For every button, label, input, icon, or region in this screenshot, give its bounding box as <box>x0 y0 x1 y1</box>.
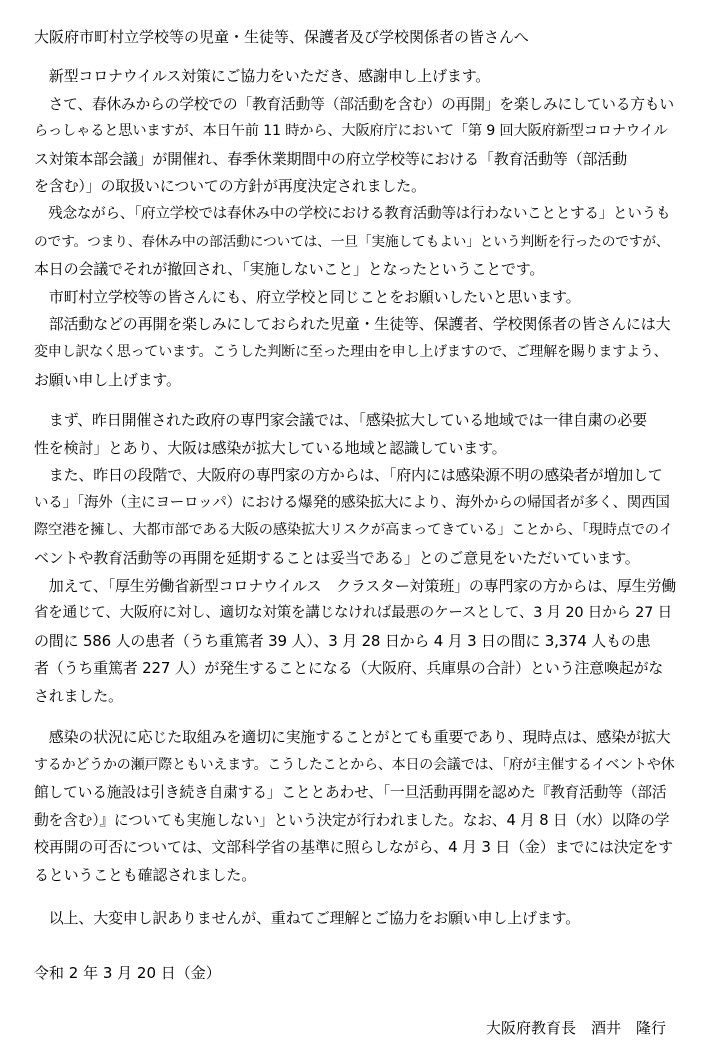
text-line: いる」「海外（主にヨーロッパ）における爆発的感染拡大により、海外からの帰国者が多く、関西国 <box>34 494 670 511</box>
text-line: の間に 586 人の患者（うち重篤者 39 人）、3 月 28 日から 4 月 3 日の間に 3,374 人もの患 <box>34 631 651 650</box>
text-line: 館している施設は引き続き自粛する」こととあわせ、「一旦活動再開を認めた『教育活動等（部活 <box>34 784 667 802</box>
paragraph-1 <box>34 63 674 394</box>
text-line: お願い申し上げます。 <box>34 370 181 389</box>
text-line: 校再開の可否については、文部科学省の基準に照らしながら、4 月 3 日（金）までには決定をす <box>34 838 673 857</box>
text-line: 省を通じて、大阪府に対し、適切な対策を講じなければ最悪のケースとして、3 月 20 日から 27 日 <box>34 605 672 622</box>
text-line: 新型コロナウイルス対策にご協力をいただき、感謝申し上げます。 <box>34 67 491 85</box>
text-line: するかどうかの瀬戸際ともいえます。こうしたことから、本日の会議では、「府が主催するイベントや休 <box>34 756 675 773</box>
text-line: らっしゃると思いますが、本日午前 11 時から、大阪府庁において「第 9 回大阪府新型コロナウイル <box>34 123 668 140</box>
paragraph-2 <box>34 407 677 711</box>
letter-title: 大阪府市町村立学校等の児童・生徒等、保護者及び学校関係者の皆さんへ <box>34 28 529 46</box>
closing-line: 以上、大変申し訳ありませんが、重ねてご理解とご協力をお願い申し上げます。 <box>34 909 581 927</box>
paragraph-3 <box>34 724 674 890</box>
text-line: また、昨日の段階で、大阪府の専門家の方からは、「府内には感染源不明の感染者が増加して <box>34 466 663 485</box>
text-line: 加えて、「厚生労働省新型コロナウイルス クラスター対策班」の専門家の方からは、厚生労働 <box>34 576 677 595</box>
text-line: 動を含む）』についても実施しない」という決定が行われました。なお、4 月 8 日（水）以降の学 <box>34 811 670 829</box>
text-line: まず、昨日開催された政府の専門家会議では、「感染拡大している地域では一律自粛の必要 <box>34 411 647 429</box>
text-line: 本日の会議でそれが撤回され、「実施しないこと」となったということです。 <box>34 260 545 279</box>
text-line: を含む）」の取扱いについての方針が再度決定されました。 <box>34 177 426 196</box>
text-line: されました。 <box>34 686 123 705</box>
signature: 大阪府教育長 酒井 隆行 <box>485 1019 666 1037</box>
text-line: 者（うち重篤者 227 人）が発生することになる（大阪府、兵庫県の合計）という注意喚起がな <box>34 659 664 678</box>
text-line: るということも確認されました。 <box>34 865 257 884</box>
closing-paragraph <box>34 905 674 933</box>
letter-date: 令和 2 年 3 月 20 日（金） <box>34 964 221 982</box>
text-line: 部活動などの再開を楽しみにしておられた児童・生徒等、保護者、学校関係者の皆さんには大 <box>34 315 671 334</box>
text-line: 感染の状況に応じた取組みを適切に実施することがとても重要であり、現時点は、感染が拡大 <box>34 728 671 746</box>
text-line: 変申し訳なく思っています。こうした判断に至った理由を申し上げますので、ご理解を賜りますよう、 <box>34 343 668 360</box>
text-line: ベントや教育活動等の再開を延期することは妥当である」とのご意見をいただいています。 <box>34 548 640 567</box>
text-line: のです。つまり、春休み中の部活動については、一旦「実施してもよい」という判断を行ったのですが、 <box>34 233 670 250</box>
text-line: 性を検討」とあり、大阪は感染が拡大している地域と認識しています。 <box>34 438 507 457</box>
text-line: 市町村立学校等の皆さんにも、府立学校と同じことをお願いしたいと思います。 <box>34 287 581 306</box>
text-line: ス対策本部会議」が開催れ、春季休業期間中の府立学校等における「教育活動等（部活動 <box>34 149 627 168</box>
text-line: さて、春休みからの学校での「教育活動等（部活動を含む）の再開」を楽しみにしている方もい <box>34 95 674 113</box>
text-line: 際空港を擁し、大都市部である大阪の感染拡大リスクが高まってきている」ことから、「現時点でのイ <box>34 522 673 539</box>
text-line: 残念ながら、「府立学校では春休み中の学校における教育活動等は行わないこととする」というも <box>34 205 671 222</box>
